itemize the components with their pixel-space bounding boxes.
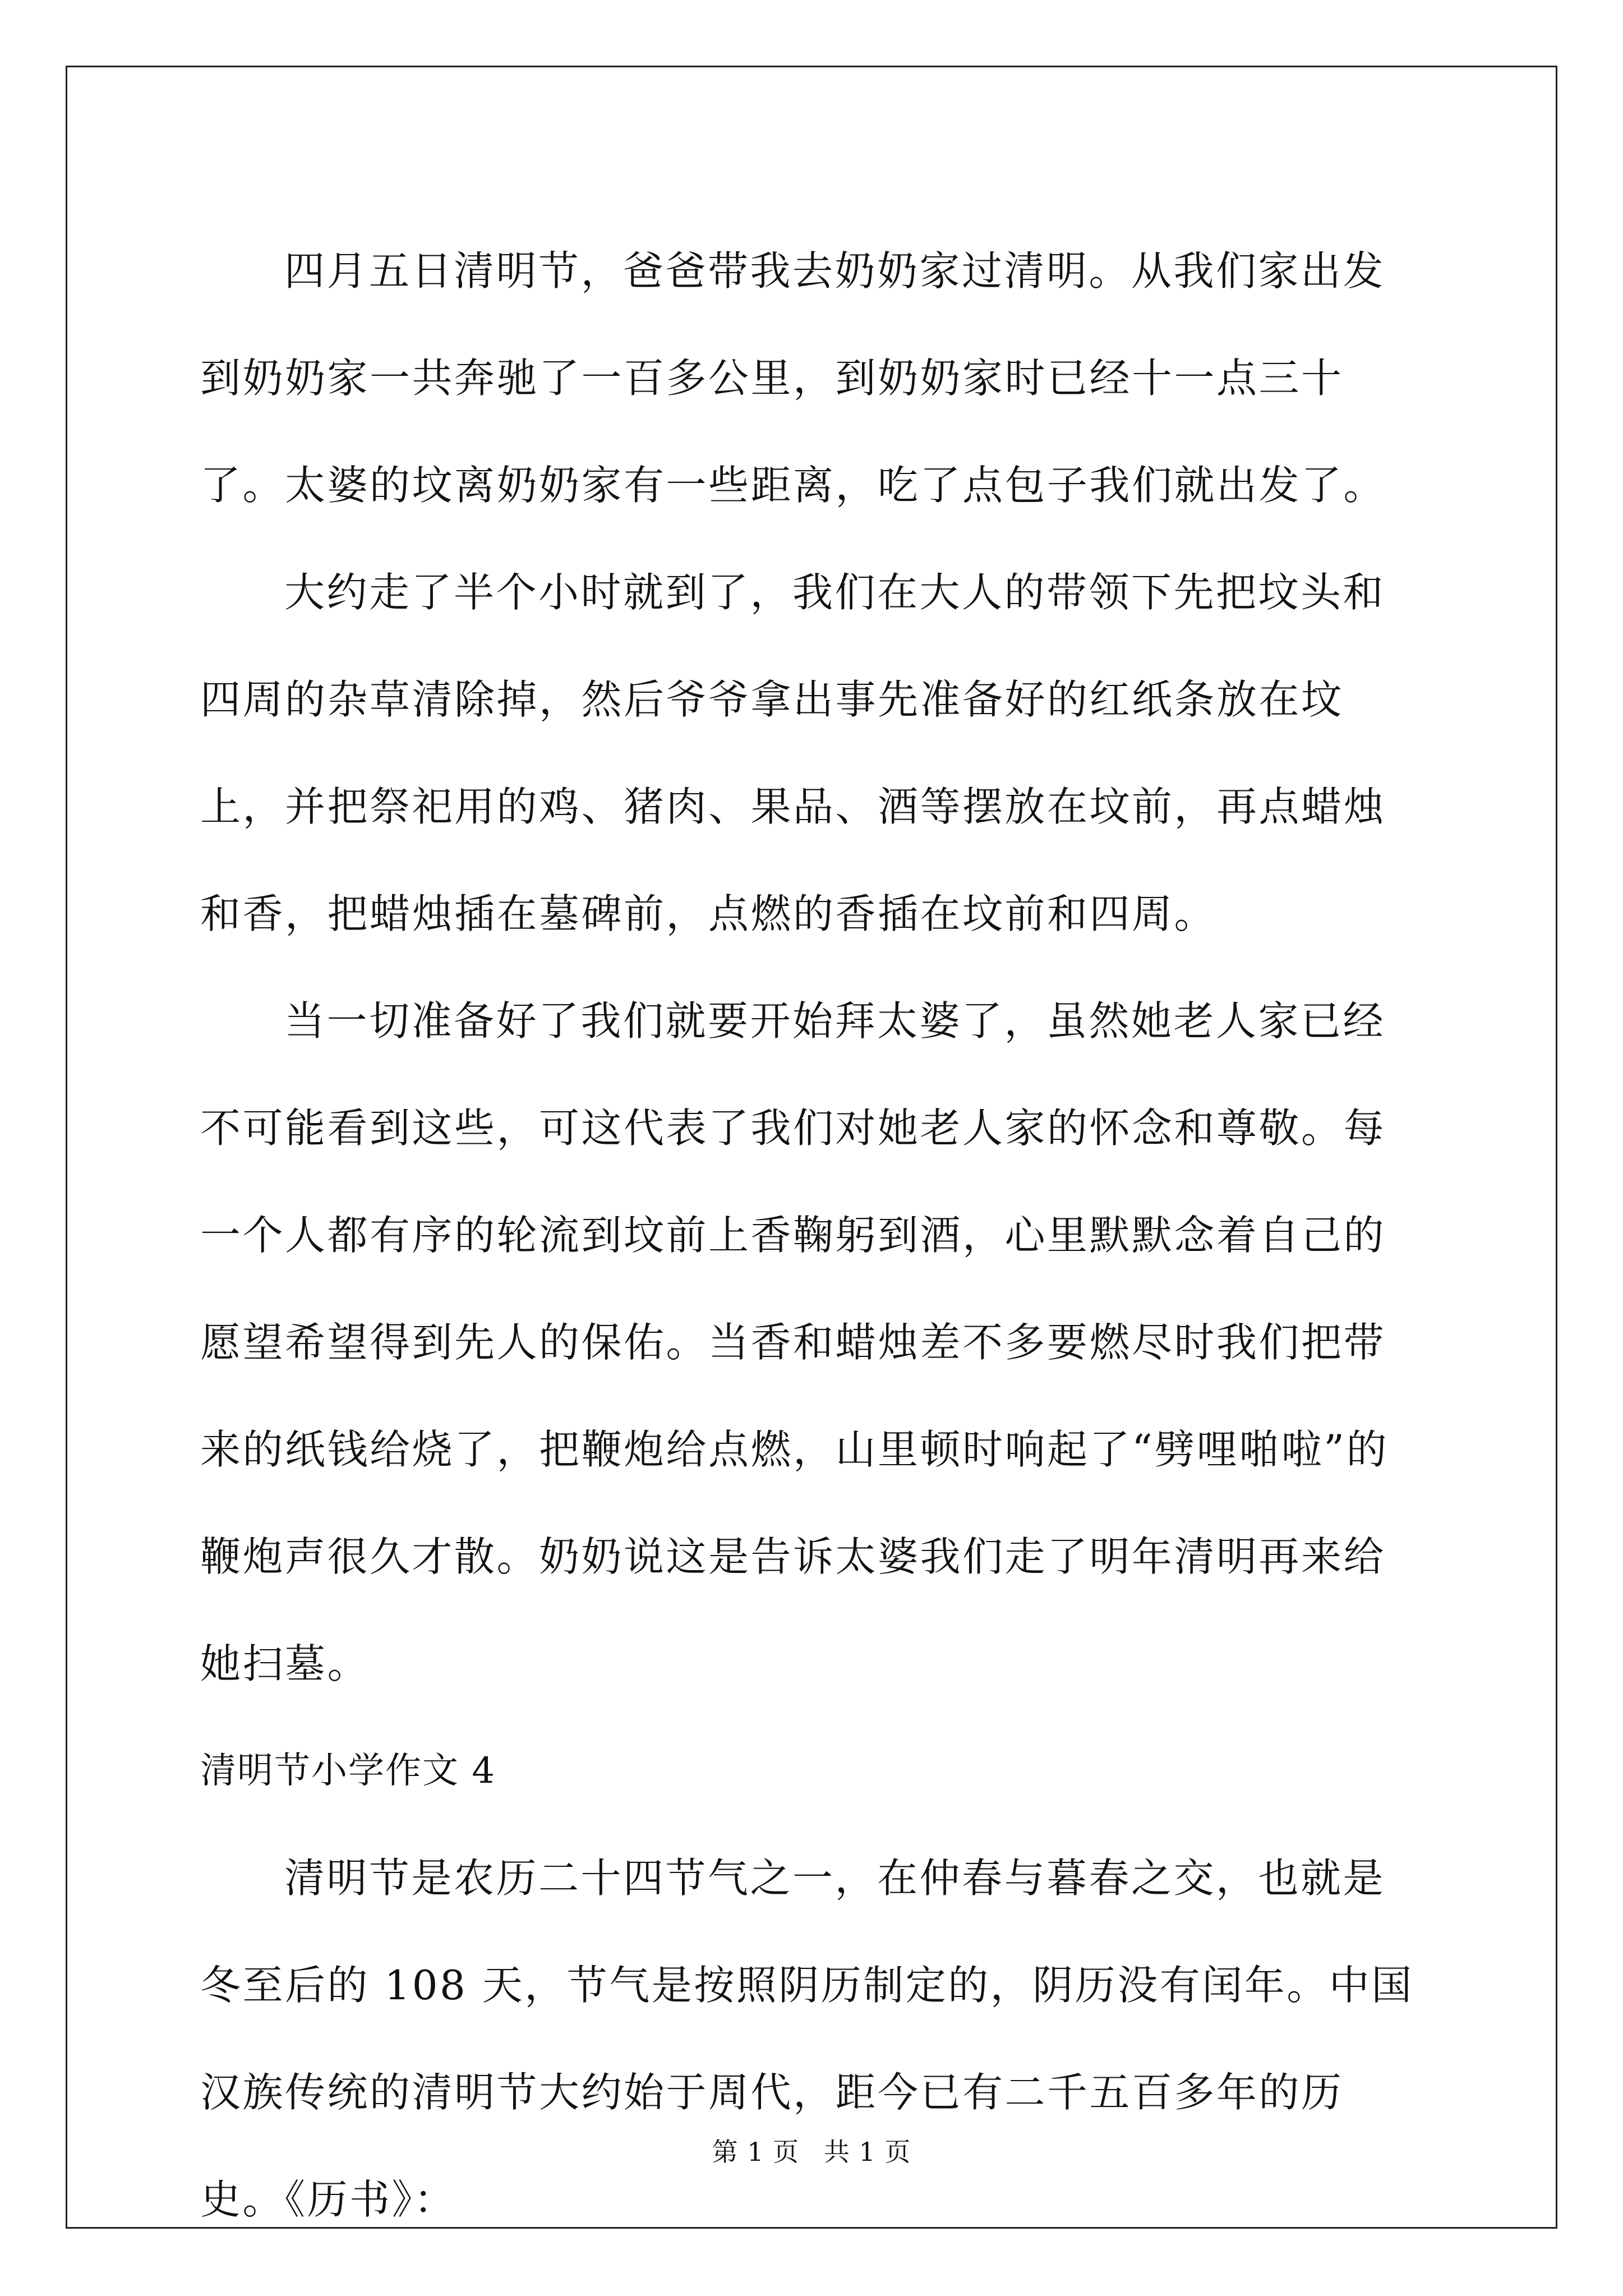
paragraph-3: 当一切准备好了我们就要开始拜太婆了，虽然她老人家已经不可能看到这些，可这代表了我们对她老人家的怀念和尊敬。每一个人都有序的轮流到坟前上香鞠躬到酒，心里默默念着自己的愿望希望得到先人的保佑。当香和蜡烛差不多要燃尽时我们把带来的纸钱给烧了，把鞭炮给点燃，山里顿时响起了“劈哩啪啦”的鞭炮声很久才散。奶奶说这是告诉太婆我们走了明年清明再来给她扫墓。 [200,997,1389,1687]
section-paragraph: 清明节是农历二十四节气之一，在仲春与暮春之交，也就是冬至后的 108 天，节气是按照阴历制定的，阴历没有闰年。中国汉族传统的清明节大约始于周代，距今已有二千五百多年的历史。《历书》： [200,1855,1414,2223]
page-footer [0,2132,1623,2169]
paragraph-2: 大约走了半个小时就到了，我们在大人的带领下先把坟头和四周的杂草清除掉，然后爷爷拿出事先准备好的红纸条放在坟上，并把祭祀用的鸡、猪肉、果品、酒等摆放在坟前，再点蜡烛和香，把蜡烛插在墓碑前，点燃的香插在坟前和四周。 [200,569,1386,937]
page-number: 第 1 页 [712,2137,800,2167]
section-heading: 清明节小学作文 4 [200,1750,496,1792]
document-body [200,218,1423,2253]
paragraph-1: 四月五日清明节，爸爸带我去奶奶家过清明。从我们家出发到奶奶家一共奔驰了一百多公里，到奶奶家时已经十一点三十了。太婆的坟离奶奶家有一些距离，吃了点包子我们就出发了。 [200,247,1386,509]
page-total: 共 1 页 [823,2137,911,2167]
